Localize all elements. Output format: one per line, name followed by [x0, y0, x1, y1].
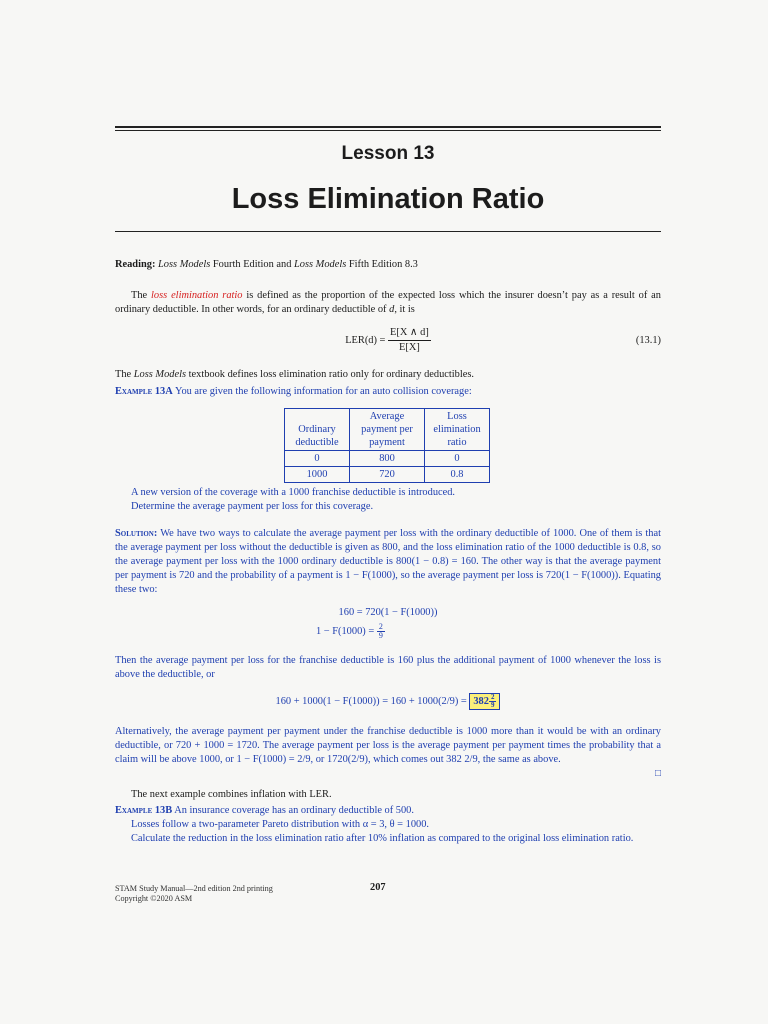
equation-lhs: LER(d) = [345, 334, 386, 346]
footer-edition: STAM Study Manual—2nd edition 2nd printing [115, 884, 273, 893]
note-line [115, 368, 661, 382]
reading-label: Reading: [115, 259, 156, 270]
table-cell: 0 [425, 451, 490, 467]
qed-symbol: □ [654, 768, 661, 779]
example-13a-heading [115, 385, 661, 399]
table-cell: 720 [350, 467, 425, 483]
solution-text: We have two ways to calculate the average payment per loss with the ordinary deductible of 1000. One of them is that the average payment per loss without the deductible is given as 800, and the loss elimination ratio of the 1000 deductible is 0.8, so the average payment per loss with the 1000 ordinary deductible is 800(1 − 0.8) = 160. The other way is that the average payment per payment is 720 and the probability of a payment is 1 − F(1000), so the average payment per loss is 720(1 − F(1000)). Equating these two: [115, 528, 661, 595]
equation-number: (13.1) [635, 335, 661, 346]
solution-eq1: 160 = 720(1 − F(1000)) [338, 607, 438, 618]
intro-paragraph [115, 289, 661, 317]
solution-paragraph [115, 527, 661, 597]
example-13b-text: An insurance coverage has an ordinary deductible of 500. [174, 805, 414, 816]
solution-eq3-text: 160 + 1000(1 − F(1000)) = 160 + 1000(2/9) = [275, 695, 467, 707]
example-13b-line2: Calculate the reduction in the loss elimination ratio after 10% inflation as compared to the original loss elimination ratio. [131, 833, 634, 844]
reading-line [115, 258, 661, 272]
reading-book-1: Loss Models [158, 259, 211, 270]
note-post: textbook defines loss elimination ratio only for ordinary deductibles. [188, 369, 475, 380]
example-13a-text: You are given the following information for an auto collision coverage: [174, 386, 472, 397]
table-cell: 0.8 [425, 467, 490, 483]
table-row [285, 467, 490, 483]
example-13a-line2: Determine the average payment per loss for this coverage. [131, 501, 374, 512]
table-header: Average payment per payment [350, 409, 425, 451]
equation-13-1 [115, 326, 661, 355]
table-row [285, 451, 490, 467]
answer-box [469, 693, 500, 710]
intro-tail: , it is [394, 304, 415, 315]
example-13b-line1: Losses follow a two-parameter Pareto distribution with α = 3, θ = 1000. [131, 819, 430, 830]
header-rule [115, 126, 661, 128]
solution-eq2-den: 9 [378, 631, 383, 640]
footer-copyright: Copyright ©2020 ASM [115, 894, 193, 903]
intro-var: d [389, 304, 395, 315]
solution-paragraph-2: Then the average payment per loss for the franchise deductible is 160 plus the additional payment of 1000 whenever the loss is above the deductible, or [115, 655, 661, 680]
intro-pre: The [131, 290, 148, 301]
lesson-number: Lesson 13 [341, 143, 435, 164]
note-book: Loss Models [133, 369, 187, 380]
solution-eq2 [316, 623, 385, 640]
term-link[interactable]: loss elimination ratio [151, 290, 243, 301]
footer-left [115, 884, 273, 904]
intro-post: is defined as the proportion of the expected loss which the insurer doesn’t pay as a result of an ordinary deductible. In other words, for an ordinary deductible of [115, 290, 661, 315]
table-header: Loss elimination ratio [425, 409, 490, 451]
table-cell: 0 [285, 451, 350, 467]
answer-den: 9 [490, 701, 495, 709]
page-number: 207 [370, 882, 386, 893]
solution-eq3 [115, 693, 661, 710]
reading-text-1: Fourth Edition and [212, 259, 292, 270]
lesson-title: Loss Elimination Ratio [231, 183, 545, 215]
solution-eq2-num: 2 [378, 622, 383, 631]
equation-denominator: E[X] [399, 342, 420, 353]
table-cell: 1000 [285, 467, 350, 483]
reading-book-2: Loss Models [294, 259, 347, 270]
solution-label: Solution: [115, 528, 158, 539]
reading-text-2: Fifth Edition 8.3 [348, 259, 418, 270]
table-cell: 800 [350, 451, 425, 467]
answer-fraction [489, 694, 497, 709]
example-13a-label: Example 13A [115, 386, 173, 397]
equation-numerator: E[X ∧ d] [388, 326, 431, 341]
solution-paragraph-3: Alternatively, the average payment per payment under the franchise deductible is 1000 more than it would be with an ordinary deductible, or 720 + 1000 = 1720. The average payment per loss is the average payment per payment times the probability that a claim will be above 1000, or 1 − F(1000) = 2/9, or 1720(2/9), which comes out 382 2/9, the same as above. [115, 726, 661, 765]
solution-eq2-lhs: 1 − F(1000) = [316, 625, 375, 637]
solution-eq2-fraction [377, 623, 385, 640]
example-13b-label: Example 13B [115, 805, 173, 816]
example-13b-heading [115, 804, 661, 818]
title-rule [115, 231, 661, 232]
header-rule-thin [115, 130, 661, 131]
note-pre: The [115, 369, 132, 380]
answer-num: 2 [490, 693, 495, 701]
answer-whole: 382 [473, 695, 489, 707]
equation-fraction [388, 326, 431, 355]
deductible-table [284, 408, 490, 483]
example-13a-line1: A new version of the coverage with a 1000 franchise deductible is introduced. [131, 487, 456, 498]
table-header: Ordinary deductible [285, 409, 350, 451]
transition-line: The next example combines inflation with LER. [131, 789, 332, 800]
